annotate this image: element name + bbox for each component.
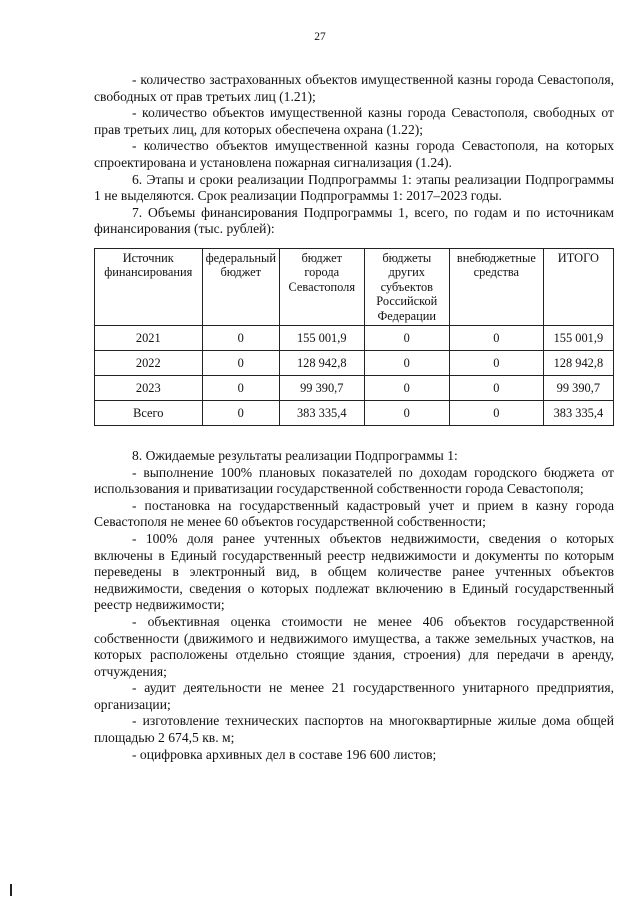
table-row-total (95, 400, 614, 425)
page-number: 27 (314, 31, 326, 43)
scan-edge-mark (10, 884, 12, 896)
paragraph-stages-and-terms: 6. Этапы и сроки реализации Подпрограммы 1: этапы реализации Подпрограммы 1 не выделяются. Срок реализации Подпрограммы 1: 2017–2023 годы. (94, 171, 614, 204)
table-cell: 0 (364, 375, 449, 400)
table-cell: 0 (202, 325, 279, 350)
document-body (94, 72, 614, 763)
paragraph-guarded-objects: - количество объектов имущественной казны города Севастополя, свободных от прав третьих лиц, для которых обеспечена охрана (1.22); (94, 105, 614, 137)
table-row (95, 350, 614, 375)
table-cell: 155 001,9 (279, 325, 364, 350)
table-cell: 99 390,7 (279, 375, 364, 400)
table-cell: 0 (449, 400, 543, 425)
table-cell: 128 942,8 (543, 350, 613, 375)
table-cell: 383 335,4 (543, 400, 613, 425)
table-cell: 0 (364, 350, 449, 375)
table-cell: 99 390,7 (543, 375, 613, 400)
header-total: ИТОГО (543, 248, 613, 325)
paragraph-financing-volumes: 7. Объемы финансирования Подпрограммы 1, всего, по годам и по источникам финансирования (тыс. рублей): (94, 204, 614, 237)
table-cell: 0 (202, 350, 279, 375)
paragraph-expected-results: 8. Ожидаемые результаты реализации Подпрограммы 1: (132, 447, 458, 463)
table-header-row (95, 248, 614, 325)
table-cell: 0 (202, 375, 279, 400)
table-cell: 0 (449, 375, 543, 400)
paragraph-result-audit: - аудит деятельности не менее 21 государственного унитарного предприятия, организации; (94, 680, 614, 712)
paragraph-result-revenue: - выполнение 100% плановых показателей по доходам городского бюджета от использования и приватизации государственной собственности города Севастополя; (94, 464, 614, 497)
table-cell: 0 (449, 325, 543, 350)
table-cell: 0 (202, 400, 279, 425)
table-cell: 0 (449, 350, 543, 375)
table-cell: 2023 (95, 375, 203, 400)
table-row (95, 375, 614, 400)
paragraph-result-registry: - 100% доля ранее учтенных объектов недвижимости, сведения о которых включены в Единый государственный реестр недвижимости и документы по которым переведены в электронный вид, в общем количестве ранее учтенных объектов недвижимости, сведения о которых подлежат включению в Единый государственный реестр недвижимости; (94, 530, 614, 613)
paragraph-result-digitization: - оцифровка архивных дел в составе 196 600 листов; (132, 746, 437, 762)
header-federal-budget: федеральный бюджет (202, 248, 279, 325)
table-cell: 383 335,4 (279, 400, 364, 425)
table-cell: 0 (364, 400, 449, 425)
paragraph-result-valuation: - объективная оценка стоимости не менее 406 объектов государственной собственности (движимого и недвижимого имущества, а также земельных участков, на которых расположены отдельно стоящие здания, строения) для передачи в аренду, отчуждения; (94, 613, 614, 679)
paragraph-result-passports: - изготовление технических паспортов на многоквартирные жилые дома общей площадью 2 674,5 кв. м; (94, 713, 614, 746)
table-cell: 2021 (95, 325, 203, 350)
header-extra-budgetary: внебюджетные средства (449, 248, 543, 325)
paragraph-insured-objects: - количество застрахованных объектов имущественной казны города Севастополя, свободных от прав третьих лиц (1.21); (94, 72, 614, 104)
table-cell: 2022 (95, 350, 203, 375)
table-cell: 0 (364, 325, 449, 350)
paragraph-result-cadastral: - постановка на государственный кадастровый учет и прием в казну города Севастополя не менее 60 объектов государственной собственности; (94, 497, 614, 530)
paragraph-fire-alarm-objects: - количество объектов имущественной казны города Севастополя, на которых спроектирована и установлена пожарная сигнализация (1.24). (94, 138, 614, 170)
table-cell: 155 001,9 (543, 325, 613, 350)
header-source: Источник финансирования (95, 248, 203, 325)
table-cell: 128 942,8 (279, 350, 364, 375)
header-other-subjects-budget: бюджеты других субъектов Российской Федерации (364, 248, 449, 325)
header-city-budget: бюджет города Севастополя (279, 248, 364, 325)
table-cell: Всего (95, 400, 203, 425)
financing-table (94, 248, 614, 426)
table-row (95, 325, 614, 350)
